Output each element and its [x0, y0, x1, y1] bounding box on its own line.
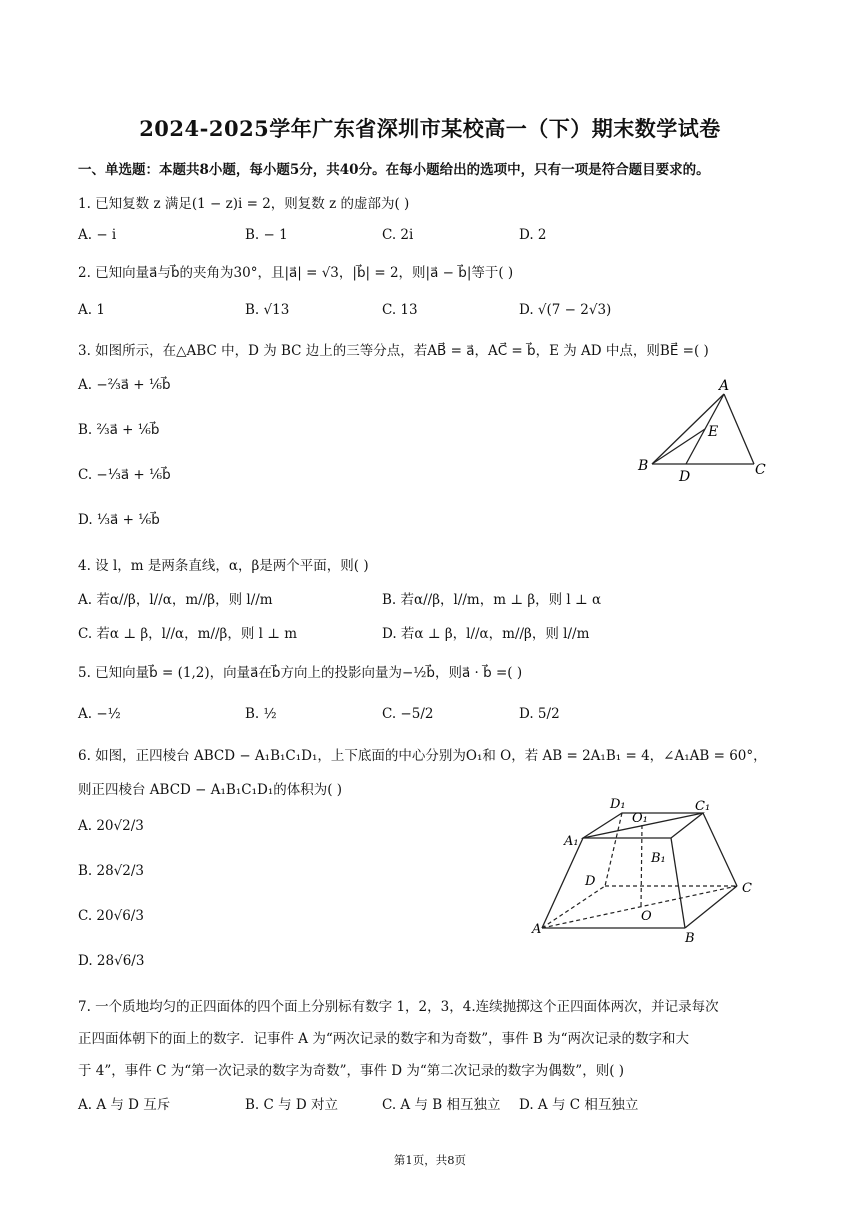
question-7-line3: 于 4”，事件 C 为“第一次记录的数字为奇数”，事件 D 为“第二次记录的数字为偶数”，则( ) [78, 1063, 625, 1079]
label-a: A [719, 378, 730, 394]
q1-option-b: B. − 1 [245, 227, 288, 243]
label-b: B [685, 931, 695, 946]
question-5-stem: 5. 已知向量b⃗ = (1,2)，向量a⃗在b⃗方向上的投影向量为−½b⃗，则a⃗ · b⃗ =( ) [78, 665, 523, 681]
q4-option-c: C. 若α ⊥ β，l//α，m//β，则 l ⊥ m [78, 626, 298, 642]
q3-option-c: C. −⅓a⃗ + ⅙b⃗ [78, 467, 171, 483]
q4-option-d: D. 若α ⊥ β，l//α，m//β，则 l//m [382, 626, 590, 642]
label-d: D [585, 874, 596, 889]
q7-option-d: D. A 与 C 相互独立 [519, 1097, 639, 1113]
page-footer: 第1页，共8页 [393, 1153, 467, 1167]
question-1-stem: 1. 已知复数 z 满足(1 − z)i = 2，则复数 z 的虚部为( ) [78, 196, 410, 212]
q6-option-c: C. 20√6/3 [78, 908, 144, 924]
q2-option-a: A. 1 [78, 302, 105, 318]
q6-option-b: B. 28√2/3 [78, 863, 145, 879]
label-o: O [641, 909, 652, 924]
q7-option-c: C. A 与 B 相互独立 [382, 1097, 501, 1113]
label-b1: B₁ [651, 851, 666, 866]
question-6-stem-line1: 6. 如图，正四棱台 ABCD − A₁B₁C₁D₁，上下底面的中心分别为O₁和 O，若 AB = 2A₁B₁ = 4，∠A₁AB = 60°， [78, 748, 767, 764]
label-b: B [638, 458, 649, 474]
question-6-stem-line2: 则正四棱台 ABCD − A₁B₁C₁D₁的体积为( ) [78, 782, 343, 798]
label-e: E [708, 424, 719, 440]
q2-option-b: B. √13 [245, 302, 290, 318]
q5-option-a: A. −½ [78, 706, 121, 722]
q6-option-d: D. 28√6/3 [78, 953, 145, 969]
q4-option-b: B. 若α//β，l//m，m ⊥ β，则 l ⊥ α [382, 592, 602, 608]
q1-option-c: C. 2i [382, 227, 414, 243]
label-d: D [679, 469, 691, 485]
label-c: C [742, 881, 752, 896]
label-c1: C₁ [695, 799, 711, 814]
q4-option-a: A. 若α//β，l//α，m//β，则 l//m [78, 592, 273, 608]
question-4-stem: 4. 设 l，m 是两条直线，α，β是两个平面，则( ) [78, 558, 369, 574]
label-a: A [532, 922, 542, 937]
q6-option-a: A. 20√2/3 [78, 818, 144, 834]
label-a1: A₁ [564, 834, 579, 849]
q2-option-d: D. √(7 − 2√3) [519, 302, 612, 318]
section-heading: 一、单选题：本题共8小题，每小题5分，共40分。在每小题给出的选项中，只有一项是符合题目要求的。 [78, 162, 710, 178]
page-title: 2024-2025学年广东省深圳市某校高一（下）期末数学试卷 [139, 116, 721, 141]
q3-option-a: A. −⅔a⃗ + ⅙b⃗ [78, 377, 171, 393]
triangle-figure [630, 372, 780, 487]
q7-option-a: A. A 与 D 互斥 [78, 1097, 171, 1113]
q5-option-c: C. −5/2 [382, 706, 434, 722]
q2-option-c: C. 13 [382, 302, 418, 318]
label-d1: D₁ [610, 797, 626, 812]
frustum-figure [525, 790, 770, 950]
q3-option-d: D. ⅓a⃗ + ⅙b⃗ [78, 512, 160, 528]
question-7-line1: 7. 一个质地均匀的正四面体的四个面上分别标有数字 1，2，3，4.连续抛掷这个正四面体两次，并记录每次 [78, 999, 719, 1015]
q5-option-d: D. 5/2 [519, 706, 560, 722]
q1-option-d: D. 2 [519, 227, 547, 243]
question-3-stem: 3. 如图所示，在△ABC 中，D 为 BC 边上的三等分点，若AB⃗ = a⃗，AC⃗ = b⃗，E 为 AD 中点，则BE⃗ =( ) [78, 343, 709, 359]
question-7-line2: 正四面体朝下的面上的数字．记事件 A 为“两次记录的数字和为奇数”，事件 B 为“两次记录的数字和大 [78, 1031, 690, 1047]
question-2-stem: 2. 已知向量a⃗与b⃗的夹角为30°，且|a⃗| = √3，|b⃗| = 2，则|a⃗ − b⃗|等于( ) [78, 265, 514, 281]
q5-option-b: B. ½ [245, 706, 277, 722]
q7-option-b: B. C 与 D 对立 [245, 1097, 339, 1113]
label-c: C [755, 462, 766, 478]
q3-option-b: B. ⅔a⃗ + ⅙b⃗ [78, 422, 160, 438]
label-o1: O₁ [632, 811, 648, 826]
q1-option-a: A. − i [78, 227, 117, 243]
